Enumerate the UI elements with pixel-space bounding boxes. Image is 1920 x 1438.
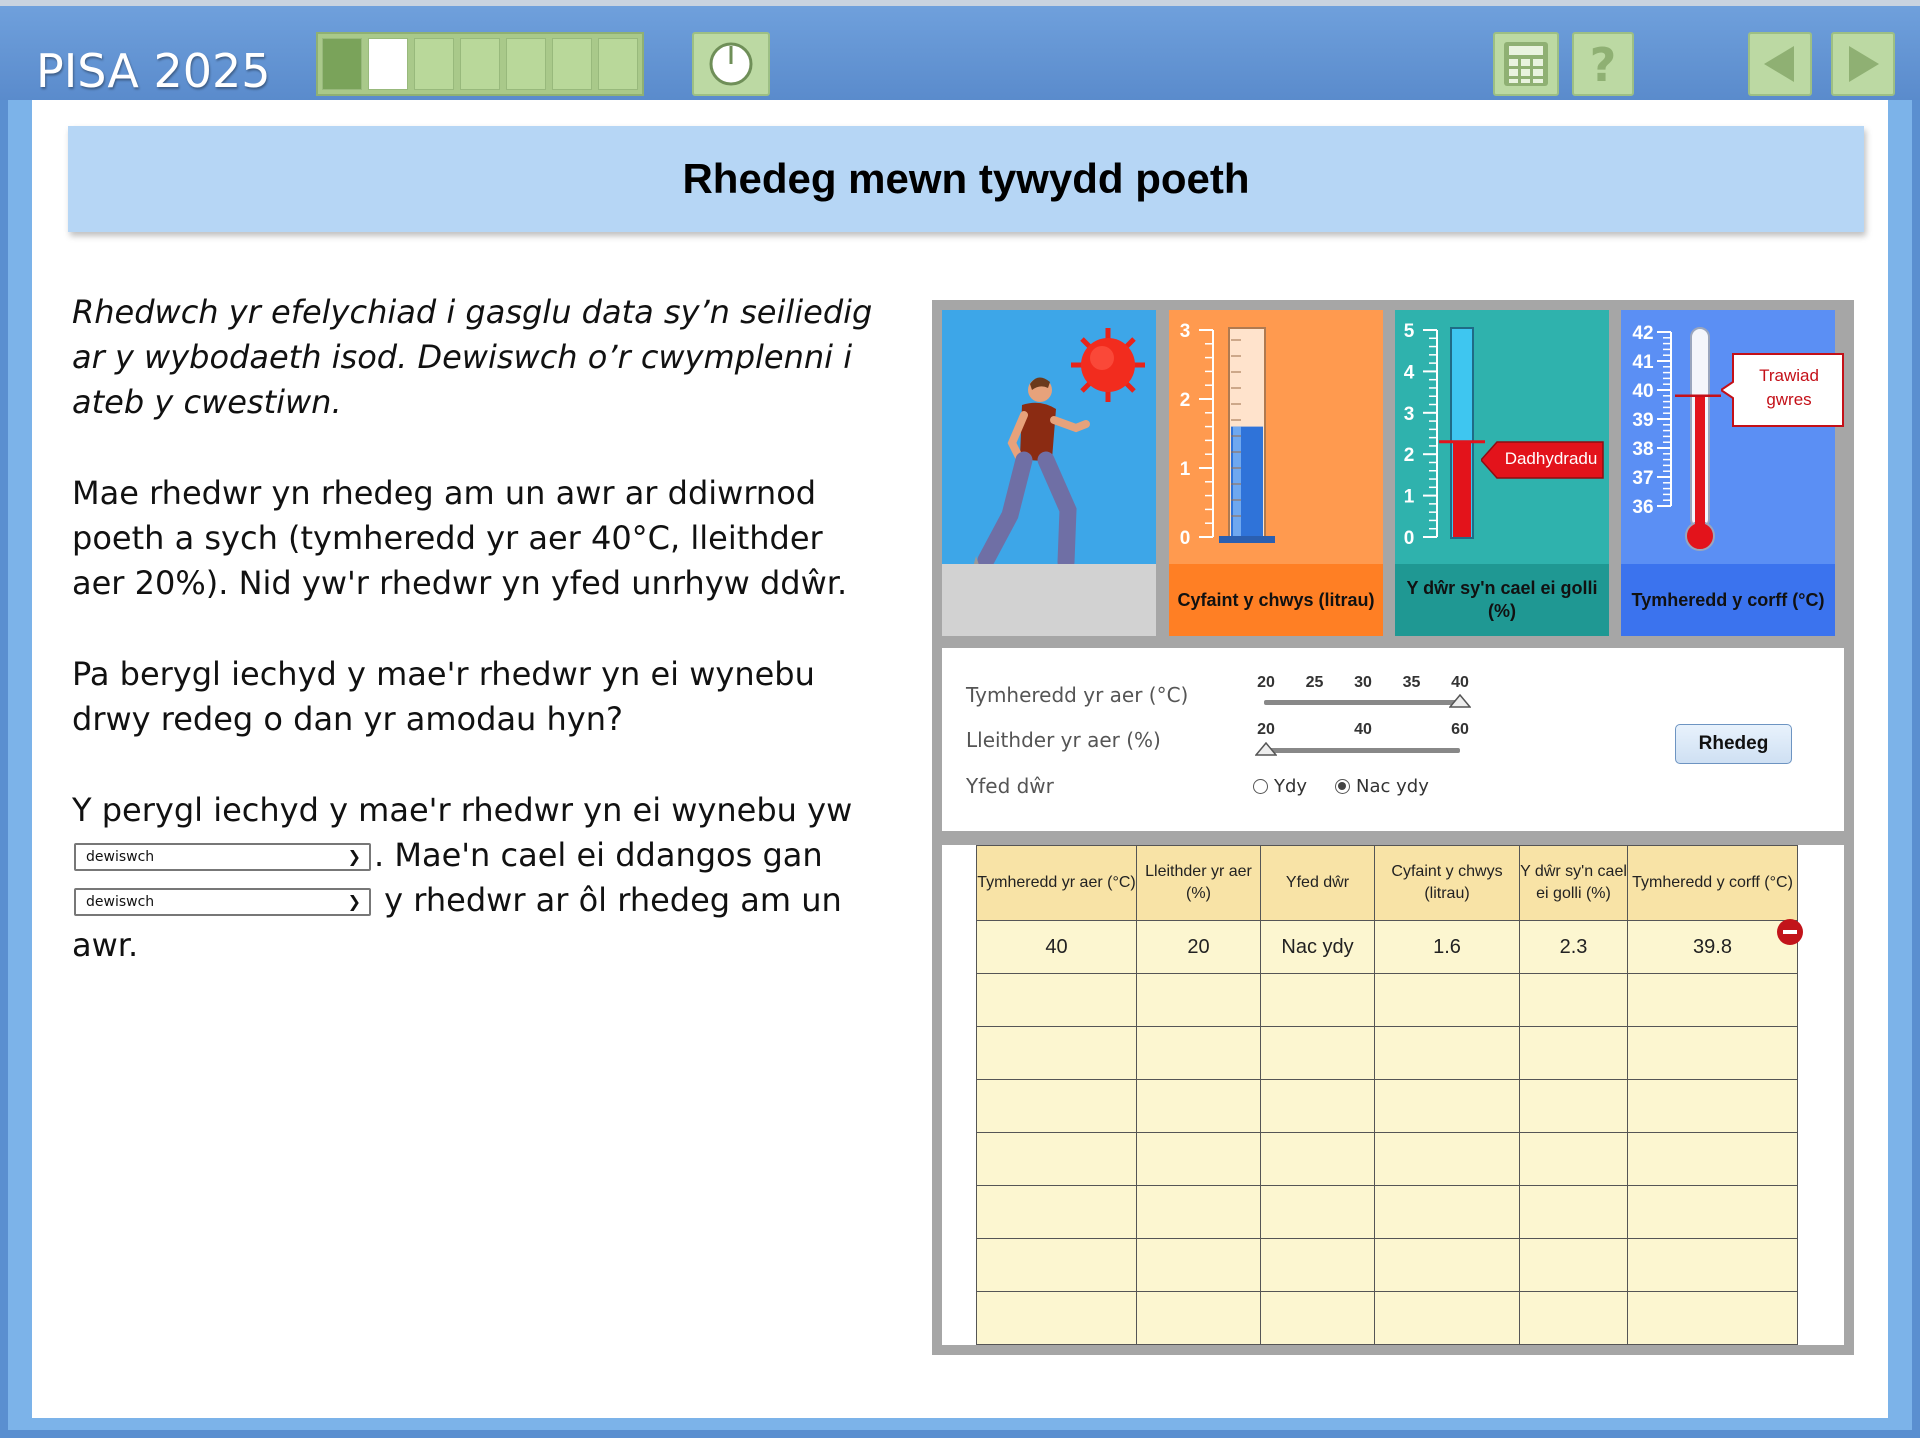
page-title: Rhedeg mewn tywydd poeth xyxy=(682,155,1250,202)
progress-segment xyxy=(368,38,408,90)
water-loss-panel xyxy=(1395,310,1609,636)
question-text: Pa berygl iechyd y mae'r rhedwr yn ei wynebu drwy redeg o dan yr amodau hyn? xyxy=(72,655,815,738)
body-temperature-panel xyxy=(1621,310,1835,636)
results-table-area xyxy=(942,845,1844,1345)
simulation xyxy=(932,300,1854,1355)
scale-tick-label: 42 xyxy=(1632,323,1654,344)
humidity-slider[interactable] xyxy=(1264,748,1460,753)
unit-frame xyxy=(8,100,1912,1430)
back-button[interactable] xyxy=(1748,32,1812,96)
dropdown-value: dewiswch xyxy=(86,894,155,910)
air-temperature-slider-handle[interactable] xyxy=(1449,694,1471,708)
sweat-volume-label: Cyfaint y chwys (litrau) xyxy=(1169,564,1383,636)
answer-sentence xyxy=(72,788,882,968)
table-header-cell: Yfed dŵr xyxy=(1261,846,1375,921)
table-header-cell: Cyfaint y chwys (litrau) xyxy=(1375,846,1520,921)
table-cell xyxy=(1137,1239,1261,1292)
table-header-row xyxy=(977,846,1798,921)
next-button[interactable] xyxy=(1831,32,1895,96)
slider-tick-label: 30 xyxy=(1354,674,1372,691)
table-cell xyxy=(1261,1027,1375,1080)
body-temperature-fill xyxy=(1695,396,1705,536)
water-loss-label: Y dŵr sy'n cael ei golli (%) xyxy=(1395,564,1609,636)
scale-tick-label: 2 xyxy=(1403,445,1415,467)
sweat-volume-panel xyxy=(1169,310,1383,636)
table-cell xyxy=(1261,1133,1375,1186)
table-cell xyxy=(1261,974,1375,1027)
svg-text:?: ? xyxy=(1589,39,1617,89)
arrow-right-icon xyxy=(1841,42,1885,86)
table-cell xyxy=(1375,1186,1520,1239)
dehydration-callout xyxy=(1481,440,1605,480)
table-cell xyxy=(1137,1186,1261,1239)
table-cell xyxy=(977,1239,1137,1292)
table-cell xyxy=(977,1292,1137,1345)
table-cell xyxy=(1261,1080,1375,1133)
table-cell xyxy=(977,974,1137,1027)
table-header-cell: Tymheredd yr aer (°C) xyxy=(977,846,1137,921)
table-cell xyxy=(1628,1186,1798,1239)
table-cell xyxy=(1520,1133,1628,1186)
arrow-left-icon xyxy=(1758,42,1802,86)
table-cell xyxy=(1137,1133,1261,1186)
slider-tick-label: 60 xyxy=(1451,721,1469,738)
dehydration-text: Dadhydradu xyxy=(1504,449,1598,468)
table-cell xyxy=(1520,974,1628,1027)
radio-label: Nac ydy xyxy=(1356,776,1429,797)
heatstroke-text: Trawiad gwres xyxy=(1759,366,1819,409)
table-cell: 2.3 xyxy=(1520,921,1628,974)
slider-tick-label: 20 xyxy=(1257,721,1275,738)
table-cell xyxy=(1375,974,1520,1027)
table-cell xyxy=(1520,1292,1628,1345)
content-area xyxy=(32,100,1888,1418)
air-temperature-label: Tymheredd yr aer (°C) xyxy=(966,683,1189,707)
thermometer-icon xyxy=(1621,310,1835,564)
scenario-text: Mae rhedwr yn rhedeg am un awr ar ddiwrnod poeth a sych (tymheredd yr aer 40°C, lleithder aer 20%). Nid yw'r rhedwr yn yfed unrhyw ddŵr. xyxy=(72,474,848,602)
table-cell xyxy=(1375,1239,1520,1292)
table-cell xyxy=(1628,1027,1798,1080)
scale-tick-label: 41 xyxy=(1632,352,1654,373)
help-button[interactable] xyxy=(1572,32,1634,96)
drink-water-label: Yfed dŵr xyxy=(966,774,1054,798)
table-cell xyxy=(1520,1239,1628,1292)
table-cell xyxy=(1628,1292,1798,1345)
table-cell xyxy=(1520,1186,1628,1239)
table-cell xyxy=(977,1080,1137,1133)
results-table xyxy=(976,845,1798,1345)
title-band xyxy=(68,126,1864,232)
table-cell xyxy=(1375,1080,1520,1133)
table-row[interactable] xyxy=(977,1292,1798,1345)
radio-drink-yes[interactable] xyxy=(1253,776,1307,797)
table-cell xyxy=(1261,1292,1375,1345)
table-cell xyxy=(1628,1080,1798,1133)
table-cell: 40 xyxy=(977,921,1137,974)
calculator-button[interactable] xyxy=(1493,32,1559,96)
scale-tick-label: 0 xyxy=(1403,528,1415,549)
scale-tick-label: 5 xyxy=(1403,321,1415,342)
table-cell xyxy=(1628,1239,1798,1292)
top-toolbar xyxy=(0,0,1920,100)
slider-tick-label: 40 xyxy=(1451,674,1469,691)
health-risk-dropdown[interactable] xyxy=(74,843,371,871)
table-header-cell: Lleithder yr aer (%) xyxy=(1137,846,1261,921)
slider-tick-label: 40 xyxy=(1354,721,1372,738)
cylinder-base xyxy=(1219,536,1275,543)
answer-text-part1: Y perygl iechyd y mae'r rhedwr yn ei wynebu yw xyxy=(72,791,853,829)
progress-segment xyxy=(552,38,592,90)
water-loss-gauge xyxy=(1395,310,1609,564)
table-cell xyxy=(1628,974,1798,1027)
table-row[interactable] xyxy=(977,1133,1798,1186)
table-header-cell: Y dŵr sy'n cael ei golli (%) xyxy=(1520,846,1628,921)
table-row[interactable] xyxy=(977,1080,1798,1133)
answer-text-part2: . Mae'n cael ei ddangos gan xyxy=(374,836,823,874)
radio-button-selected[interactable] xyxy=(1335,779,1350,794)
stimulus-text xyxy=(72,290,882,1014)
table-cell xyxy=(1375,1027,1520,1080)
table-cell xyxy=(1137,1080,1261,1133)
runner-panel xyxy=(942,310,1156,636)
pisa-logo: PISA 2025 xyxy=(36,44,271,98)
table-cell: 20 xyxy=(1137,921,1261,974)
table-row[interactable] xyxy=(977,1027,1798,1080)
table-cell xyxy=(1261,1239,1375,1292)
radio-button[interactable] xyxy=(1253,779,1268,794)
calculator-icon xyxy=(1501,39,1551,89)
table-cell xyxy=(1137,974,1261,1027)
answer-text-part3: y rhedwr ar ôl rhedeg am un awr. xyxy=(72,881,842,964)
table-cell xyxy=(977,1186,1137,1239)
evidence-dropdown[interactable] xyxy=(74,888,371,916)
table-cell xyxy=(1628,1133,1798,1186)
table-cell xyxy=(1137,1292,1261,1345)
table-row[interactable] xyxy=(977,1186,1798,1239)
humidity-label: Lleithder yr aer (%) xyxy=(966,728,1161,752)
sweat-fill-highlight xyxy=(1233,427,1241,537)
run-button[interactable]: Rhedeg xyxy=(1675,724,1792,764)
scale-tick-label: 3 xyxy=(1403,403,1415,425)
chevron-down-icon: ❯ xyxy=(347,847,361,866)
slider-tick-label: 25 xyxy=(1305,674,1324,691)
water-loss-fill xyxy=(1453,442,1471,537)
dropdown-value: dewiswch xyxy=(86,849,155,865)
table-cell xyxy=(977,1027,1137,1080)
table-cell xyxy=(1137,1027,1261,1080)
chevron-down-icon: ❯ xyxy=(347,892,361,911)
table-cell: 39.8 xyxy=(1628,921,1798,974)
table-cell xyxy=(1375,1292,1520,1345)
runner-icon xyxy=(970,377,1086,578)
body-temperature-label: Tymheredd y corff (°C) xyxy=(1621,564,1835,636)
progress-segment xyxy=(506,38,546,90)
timer-icon xyxy=(707,40,755,88)
slider-tick-label: 20 xyxy=(1257,674,1275,691)
progress-segment xyxy=(598,38,638,90)
scale-tick-label: 1 xyxy=(1403,486,1415,508)
intro-text: Rhedwch yr efelychiad i gasglu data sy’n seiliedig ar y wybodaeth isod. Dewiswch o’r cwymplenni i ateb y cwestiwn. xyxy=(72,293,873,421)
measuring-cylinder-icon xyxy=(1169,310,1383,564)
scale-tick-label: 39 xyxy=(1632,410,1654,431)
table-cell xyxy=(1261,1186,1375,1239)
sun-icon xyxy=(1071,328,1145,402)
question-mark-icon xyxy=(1581,39,1625,89)
scale-tick-label: 2 xyxy=(1179,390,1191,411)
scale-tick-label: 3 xyxy=(1179,321,1191,342)
scale-tick-label: 1 xyxy=(1179,459,1191,480)
table-row[interactable] xyxy=(977,974,1798,1027)
table-header-cell: Tymheredd y corff (°C) xyxy=(1628,846,1798,921)
radio-drink-no[interactable] xyxy=(1335,776,1429,797)
scale-tick-label: 37 xyxy=(1632,468,1654,489)
progress-segment xyxy=(414,38,454,90)
progress-segment xyxy=(322,38,362,90)
table-cell xyxy=(977,1133,1137,1186)
progress-indicator xyxy=(316,32,644,96)
table-cell xyxy=(1520,1027,1628,1080)
table-cell: Nac ydy xyxy=(1261,921,1375,974)
heatstroke-callout xyxy=(1721,352,1845,428)
scale-tick-label: 36 xyxy=(1632,497,1654,518)
slider-tick-label: 35 xyxy=(1402,674,1421,691)
minus-icon xyxy=(1783,930,1797,934)
table-row[interactable] xyxy=(977,921,1798,974)
simulation-controls xyxy=(942,648,1844,831)
table-row[interactable] xyxy=(977,1239,1798,1292)
delete-row-button[interactable] xyxy=(1777,919,1803,945)
table-cell xyxy=(1375,1133,1520,1186)
scale-tick-label: 4 xyxy=(1403,362,1415,384)
progress-segment xyxy=(460,38,500,90)
humidity-slider-handle[interactable] xyxy=(1255,742,1277,756)
table-cell xyxy=(1520,1080,1628,1133)
table-cell: 1.6 xyxy=(1375,921,1520,974)
timer-button[interactable] xyxy=(692,32,770,96)
scale-tick-label: 38 xyxy=(1632,439,1654,460)
radio-label: Ydy xyxy=(1274,776,1308,797)
scale-tick-label: 40 xyxy=(1632,381,1654,402)
air-temperature-slider[interactable] xyxy=(1264,700,1460,705)
scale-tick-label: 0 xyxy=(1179,528,1191,549)
